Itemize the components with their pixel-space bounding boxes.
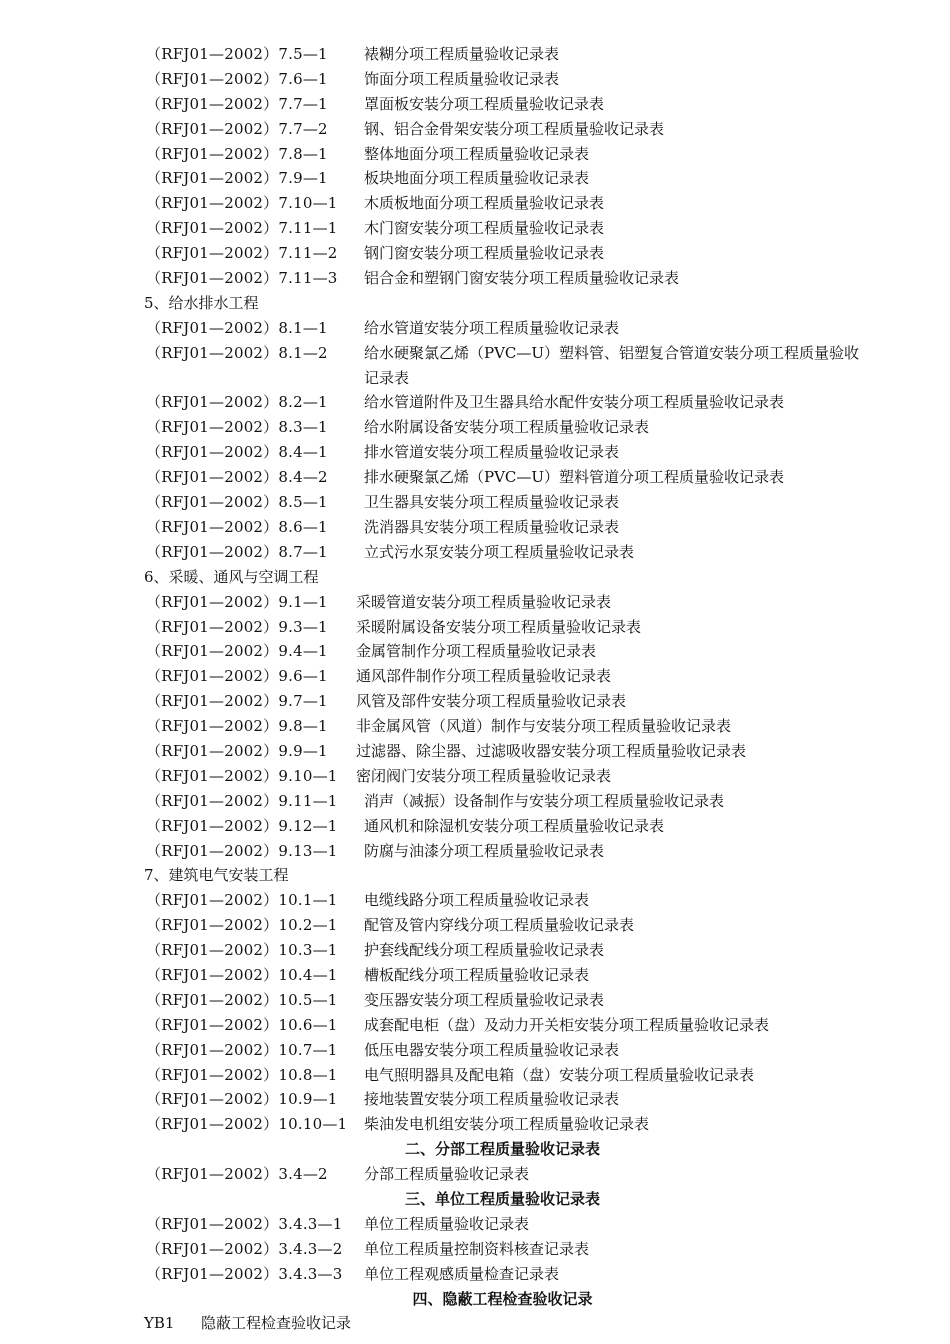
record-row — [0, 191, 950, 216]
chapter-heading-text: 四、隐蔽工程检查验收记录 — [412, 1289, 593, 1308]
record-row — [0, 590, 950, 615]
record-row — [0, 963, 950, 988]
record-code: （RFJ01—2002）10.7—1 — [146, 1040, 338, 1059]
record-title: 变压器安装分项工程质量验收记录表 — [364, 990, 605, 1009]
record-title: 通风部件制作分项工程质量验收记录表 — [356, 667, 612, 686]
record-title: 给水管道安装分项工程质量验收记录表 — [364, 318, 620, 337]
record-row — [0, 938, 950, 963]
chapter-heading-text: 三、单位工程质量验收记录表 — [404, 1189, 600, 1208]
record-code: （RFJ01—2002）3.4.3—2 — [146, 1239, 343, 1258]
record-code: （RFJ01—2002）3.4.3—1 — [146, 1214, 343, 1233]
record-title: 柴油发电机组安装分项工程质量验收记录表 — [364, 1115, 650, 1134]
record-row — [0, 1087, 950, 1112]
record-row — [0, 764, 950, 789]
record-row — [0, 1063, 950, 1088]
record-code: （RFJ01—2002）8.4—1 — [146, 443, 328, 462]
chapter-heading — [0, 1137, 950, 1162]
record-title: 钢、铝合金骨架安装分项工程质量验收记录表 — [364, 119, 665, 138]
record-row — [0, 490, 950, 515]
record-code: （RFJ01—2002）8.2—1 — [146, 393, 328, 412]
record-row — [0, 913, 950, 938]
record-title: 密闭阀门安装分项工程质量验收记录表 — [356, 766, 612, 785]
record-row — [0, 42, 950, 67]
record-code: （RFJ01—2002）7.9—1 — [146, 169, 328, 188]
record-row — [0, 1038, 950, 1063]
record-title: 护套线配线分项工程质量验收记录表 — [364, 941, 605, 960]
record-title: 低压电器安装分项工程质量验收记录表 — [364, 1040, 620, 1059]
record-code: （RFJ01—2002）8.6—1 — [146, 517, 328, 536]
record-code: （RFJ01—2002）7.7—2 — [146, 119, 328, 138]
record-code: （RFJ01—2002）7.5—1 — [146, 45, 328, 63]
record-code: （RFJ01—2002）7.11—3 — [146, 269, 338, 288]
record-row — [0, 1112, 950, 1137]
record-title: 过滤器、除尘器、过滤吸收器安装分项工程质量验收记录表 — [356, 741, 747, 760]
record-code: （RFJ01—2002）8.5—1 — [146, 493, 328, 512]
record-row — [0, 789, 950, 814]
record-code: （RFJ01—2002）9.7—1 — [146, 692, 328, 711]
record-row — [0, 515, 950, 540]
record-title: 给水管道附件及卫生器具给水配件安装分项工程质量验收记录表 — [364, 393, 785, 412]
record-code: （RFJ01—2002）9.11—1 — [146, 791, 338, 810]
record-code: （RFJ01—2002）7.7—1 — [146, 94, 328, 113]
record-title: 采暖附属设备安装分项工程质量验收记录表 — [356, 617, 642, 636]
record-title: 电气照明器具及配电箱（盘）安装分项工程质量验收记录表 — [364, 1065, 755, 1084]
record-row — [0, 1237, 950, 1262]
record-row — [0, 639, 950, 664]
record-code: （RFJ01—2002）9.6—1 — [146, 667, 328, 686]
record-title: 木门窗安装分项工程质量验收记录表 — [364, 219, 605, 238]
record-title: 风管及部件安装分项工程质量验收记录表 — [356, 692, 627, 711]
record-code: （RFJ01—2002）8.4—2 — [146, 468, 328, 487]
record-code: （RFJ01—2002）9.9—1 — [146, 741, 328, 760]
section-heading — [0, 863, 950, 888]
record-code: （RFJ01—2002）10.6—1 — [146, 1015, 338, 1034]
record-code: （RFJ01—2002）9.8—1 — [146, 717, 328, 736]
record-code: （RFJ01—2002）10.3—1 — [146, 941, 338, 960]
record-title: 接地装置安装分项工程质量验收记录表 — [364, 1090, 620, 1109]
record-title: 立式污水泵安装分项工程质量验收记录表 — [364, 542, 635, 561]
record-title: 排水管道安装分项工程质量验收记录表 — [364, 443, 620, 462]
record-code: （RFJ01—2002）8.1—2 — [146, 343, 328, 362]
record-title: 板块地面分项工程质量验收记录表 — [364, 169, 590, 188]
record-title: 给水硬聚氯乙烯（PVC—U）塑料管、铝塑复合管道安装分项工程质量验收记录表 — [364, 343, 860, 387]
chapter-heading — [0, 1287, 950, 1312]
record-title: 槽板配线分项工程质量验收记录表 — [364, 965, 590, 984]
record-title: 消声（减振）设备制作与安装分项工程质量验收记录表 — [364, 791, 725, 810]
record-row — [0, 440, 950, 465]
record-row — [0, 1262, 950, 1287]
record-title: 单位工程观感质量检查记录表 — [364, 1264, 560, 1283]
section-heading-text: 5、给水排水工程 — [144, 293, 259, 312]
record-row — [0, 1212, 950, 1237]
chapter-heading — [0, 1187, 950, 1212]
record-row — [0, 888, 950, 913]
record-title: 单位工程质量验收记录表 — [364, 1214, 530, 1233]
record-title: 配管及管内穿线分项工程质量验收记录表 — [364, 916, 635, 935]
record-code: （RFJ01—2002）9.10—1 — [146, 766, 338, 785]
chapter-heading-text: 二、分部工程质量验收记录表 — [404, 1140, 600, 1159]
record-code: （RFJ01—2002）10.2—1 — [146, 916, 338, 935]
section-heading-text: 6、采暖、通风与空调工程 — [144, 567, 319, 586]
record-row — [0, 739, 950, 764]
record-code: （RFJ01—2002）7.6—1 — [146, 69, 328, 88]
record-code: （RFJ01—2002）3.4.3—3 — [146, 1264, 343, 1283]
record-code: （RFJ01—2002）7.10—1 — [146, 194, 338, 213]
record-code: （RFJ01—2002）9.12—1 — [146, 816, 338, 835]
record-row — [0, 390, 950, 415]
record-code: （RFJ01—2002）9.4—1 — [146, 642, 328, 661]
record-code: （RFJ01—2002）8.3—1 — [146, 418, 328, 437]
record-title: 裱糊分项工程质量验收记录表 — [364, 45, 560, 63]
record-row — [0, 415, 950, 440]
record-row — [0, 142, 950, 167]
record-row — [0, 1311, 950, 1336]
record-code: （RFJ01—2002）3.4—2 — [146, 1165, 328, 1184]
record-row — [0, 1162, 950, 1187]
record-code: （RFJ01—2002）9.3—1 — [146, 617, 328, 636]
record-row — [0, 216, 950, 241]
record-title: 隐蔽工程检查验收记录 — [201, 1314, 352, 1333]
section-heading — [0, 291, 950, 316]
record-code: （RFJ01—2002）8.1—1 — [146, 318, 328, 337]
record-row — [0, 988, 950, 1013]
record-row — [0, 465, 950, 490]
record-row — [0, 615, 950, 640]
record-row — [0, 316, 950, 341]
record-title: 钢门窗安装分项工程质量验收记录表 — [364, 244, 605, 263]
record-row — [0, 241, 950, 266]
record-row — [0, 341, 950, 391]
record-code: （RFJ01—2002）8.7—1 — [146, 542, 328, 561]
record-code: （RFJ01—2002）10.8—1 — [146, 1065, 338, 1084]
record-title: 洗消器具安装分项工程质量验收记录表 — [364, 517, 620, 536]
record-row — [0, 839, 950, 864]
record-title: 单位工程质量控制资料核查记录表 — [364, 1239, 590, 1258]
record-row — [0, 714, 950, 739]
record-title: 金属管制作分项工程质量验收记录表 — [356, 642, 597, 661]
record-code: （RFJ01—2002）7.8—1 — [146, 144, 328, 163]
record-code: （RFJ01—2002）10.5—1 — [146, 990, 338, 1009]
record-title: 整体地面分项工程质量验收记录表 — [364, 144, 590, 163]
record-row — [0, 814, 950, 839]
record-title: 非金属风管（风道）制作与安装分项工程质量验收记录表 — [356, 717, 732, 736]
record-title: 排水硬聚氯乙烯（PVC—U）塑料管道分项工程质量验收记录表 — [364, 468, 785, 487]
record-title: 铝合金和塑钢门窗安装分项工程质量验收记录表 — [364, 269, 680, 288]
record-code: （RFJ01—2002）7.11—2 — [146, 244, 338, 263]
record-row — [0, 664, 950, 689]
section-heading-text: 7、建筑电气安装工程 — [144, 866, 289, 885]
record-title: 饰面分项工程质量验收记录表 — [364, 69, 560, 88]
record-code: （RFJ01—2002）7.11—1 — [146, 219, 338, 238]
record-title: 防腐与油漆分项工程质量验收记录表 — [364, 841, 605, 860]
record-row — [0, 266, 950, 291]
record-row — [0, 689, 950, 714]
record-title: 给水附属设备安装分项工程质量验收记录表 — [364, 418, 650, 437]
record-row — [0, 67, 950, 92]
record-title: 罩面板安装分项工程质量验收记录表 — [364, 94, 605, 113]
record-row — [0, 1013, 950, 1038]
record-row — [0, 166, 950, 191]
record-row — [0, 540, 950, 565]
record-title: 卫生器具安装分项工程质量验收记录表 — [364, 493, 620, 512]
record-code: （RFJ01—2002）10.10—1 — [146, 1115, 348, 1134]
record-row — [0, 92, 950, 117]
record-code: （RFJ01—2002）10.9—1 — [146, 1090, 338, 1109]
record-title: 采暖管道安装分项工程质量验收记录表 — [356, 592, 612, 611]
record-title: 分部工程质量验收记录表 — [364, 1165, 530, 1184]
record-code: （RFJ01—2002）10.1—1 — [146, 891, 338, 910]
record-code: （RFJ01—2002）9.13—1 — [146, 841, 338, 860]
record-title: 电缆线路分项工程质量验收记录表 — [364, 891, 590, 910]
record-code: （RFJ01—2002）10.4—1 — [146, 965, 338, 984]
document-body — [0, 42, 950, 1336]
record-title: 通风机和除湿机安装分项工程质量验收记录表 — [364, 816, 665, 835]
record-row — [0, 117, 950, 142]
record-title: 成套配电柜（盘）及动力开关柜安装分项工程质量验收记录表 — [364, 1015, 770, 1034]
record-code: （RFJ01—2002）9.1—1 — [146, 592, 328, 611]
section-heading — [0, 565, 950, 590]
record-title: 木质板地面分项工程质量验收记录表 — [364, 194, 605, 213]
record-code: YB1 — [144, 1314, 175, 1333]
